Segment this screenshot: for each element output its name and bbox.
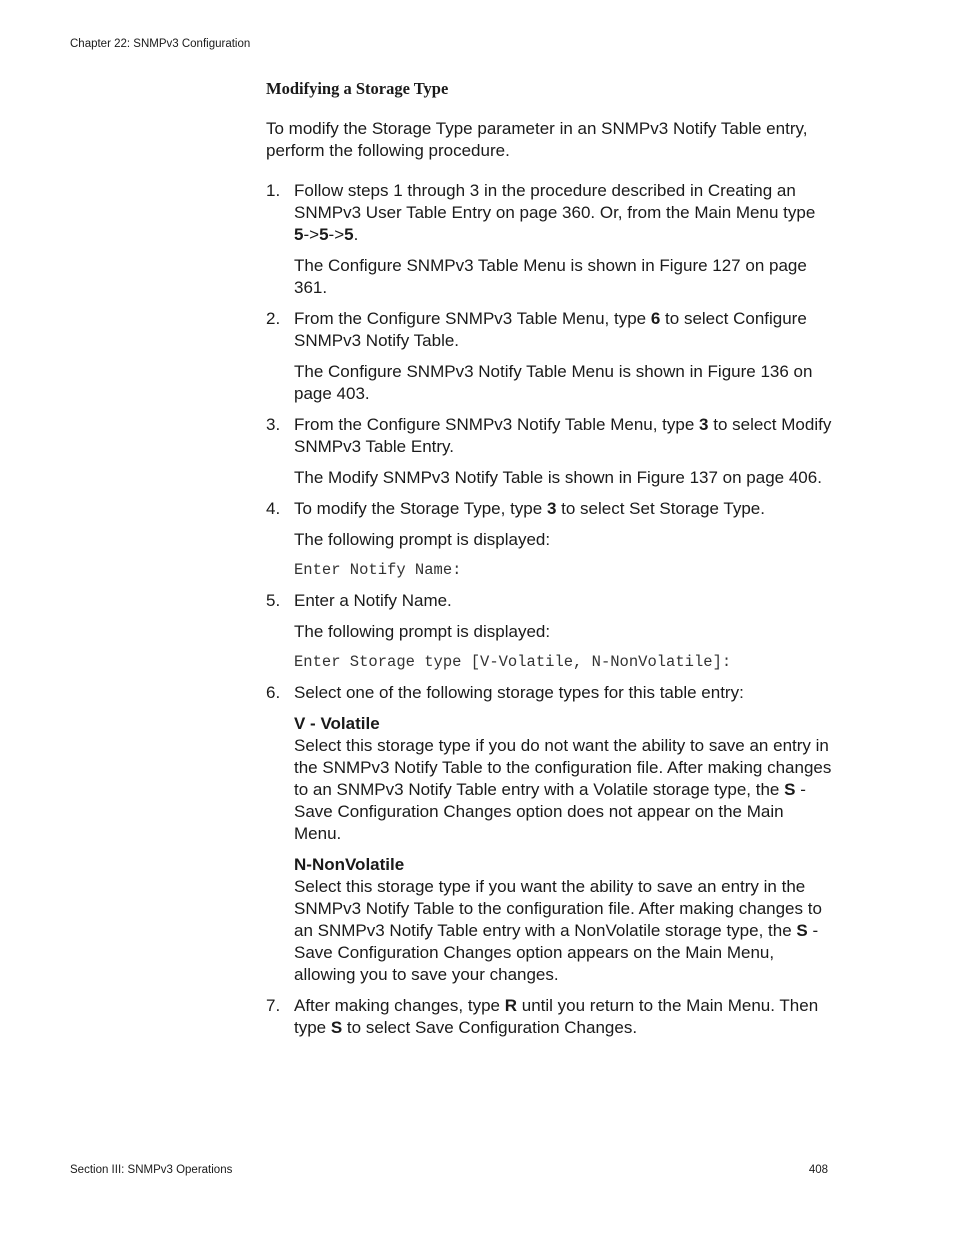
step-number: 3. <box>266 415 281 434</box>
option-nonvolatile <box>294 854 834 986</box>
key: 5 <box>344 225 354 244</box>
option-term: V - Volatile <box>294 714 380 733</box>
step-5 <box>266 590 834 673</box>
running-footer: Section III: SNMPv3 Operations <box>70 1164 233 1176</box>
step-text: To modify the Storage Type, type 3 to select Set Storage Type. <box>294 499 765 518</box>
step-text: Enter a Notify Name. <box>294 591 452 610</box>
step-note: The following prompt is displayed: <box>294 530 551 549</box>
key: 5 <box>319 225 329 244</box>
key: S <box>330 1018 343 1037</box>
option-desc: Select this storage type if you want the ability to save an entry in the SNMPv3 Notify Table to the configuration file. After making changes to an SNMPv3 Notify Table entry with a NonVolatile storage type, the S - Save Configuration Changes option appears on the Main Menu, allowing you to save your changes. <box>294 877 822 984</box>
step-number: 5. <box>266 591 281 610</box>
key: 3 <box>699 415 709 434</box>
key: 5 <box>294 225 304 244</box>
option-term: N-NonVolatile <box>294 855 405 874</box>
step-number: 1. <box>266 181 281 200</box>
key: S <box>796 921 808 940</box>
step-number: 2. <box>266 309 281 328</box>
step-3 <box>266 414 834 489</box>
intro-paragraph: To modify the Storage Type parameter in an SNMPv3 Notify Table entry, perform the following procedure. <box>266 119 808 160</box>
step-text: After making changes, type R until you return to the Main Menu. Then type S to select Save Configuration Changes. <box>294 996 819 1037</box>
step-6 <box>266 682 834 986</box>
step-7 <box>266 995 834 1039</box>
page-number: 408 <box>808 1164 828 1176</box>
step-text: Select one of the following storage types for this table entry: <box>294 683 744 702</box>
prompt-code: Enter Storage type [V-Volatile, N-NonVolatile]: <box>294 653 732 671</box>
step-note: The following prompt is displayed: <box>294 622 551 641</box>
key: R <box>504 996 518 1015</box>
step-4 <box>266 498 834 581</box>
step-number: 6. <box>266 683 281 702</box>
step-note: The Modify SNMPv3 Notify Table is shown in Figure 137 on page 406. <box>294 468 822 487</box>
option-volatile <box>294 713 834 845</box>
section-title: Modifying a Storage Type <box>266 79 449 98</box>
step-text: From the Configure SNMPv3 Notify Table Menu, type 3 to select Modify SNMPv3 Table Entry. <box>294 415 832 456</box>
step-1 <box>266 180 834 299</box>
running-header: Chapter 22: SNMPv3 Configuration <box>70 38 251 50</box>
step-note: The Configure SNMPv3 Notify Table Menu is shown in Figure 136 on page 403. <box>294 362 813 403</box>
option-desc: Select this storage type if you do not want the ability to save an entry in the SNMPv3 Notify Table to the configuration file. After making changes to an SNMPv3 Notify Table entry with a Volatile storage type, the S - Save Configuration Changes option does not appear on the Main Menu. <box>294 736 832 843</box>
step-note: The Configure SNMPv3 Table Menu is shown in Figure 127 on page 361. <box>294 256 807 297</box>
step-2 <box>266 308 834 405</box>
step-text: From the Configure SNMPv3 Table Menu, type 6 to select Configure SNMPv3 Notify Table. <box>294 309 807 350</box>
step-number: 7. <box>266 996 281 1015</box>
step-number: 4. <box>266 499 281 518</box>
key: 3 <box>546 499 557 518</box>
key: 6 <box>650 309 661 328</box>
step-text: Follow steps 1 through 3 in the procedure described in Creating an SNMPv3 User Table Entry on page 360. Or, from the Main Menu type 5->5->5. <box>294 181 816 244</box>
key: S <box>784 780 796 799</box>
procedure-steps <box>266 180 834 1039</box>
page-body <box>266 78 834 1048</box>
prompt-code: Enter Notify Name: <box>294 561 462 579</box>
